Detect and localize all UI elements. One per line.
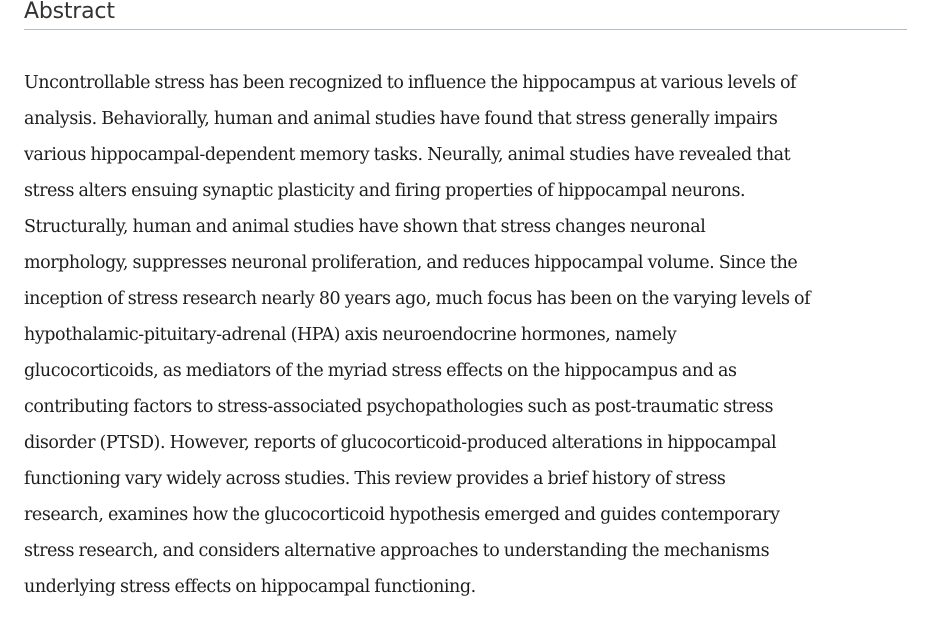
- abstract-line: disorder (PTSD). However, reports of glucocorticoid-produced alterations in hippocampal: [24, 433, 777, 453]
- abstract-line: stress research, and considers alternative approaches to understanding the mechanisms: [24, 541, 770, 561]
- abstract-line: underlying stress effects on hippocampal functioning.: [24, 577, 476, 597]
- abstract-line: analysis. Behaviorally, human and animal studies have found that stress generally impairs: [24, 109, 778, 129]
- abstract-section: [24, 0, 907, 597]
- abstract-line: morphology, suppresses neuronal proliferation, and reduces hippocampal volume. Since the: [24, 253, 798, 273]
- abstract-line: research, examines how the glucocorticoid hypothesis emerged and guides contemporary: [24, 505, 780, 525]
- abstract-heading: Abstract: [24, 0, 907, 30]
- abstract-line: various hippocampal-dependent memory tasks. Neurally, animal studies have revealed that: [24, 145, 791, 165]
- abstract-line: Uncontrollable stress has been recognized to influence the hippocampus at various levels of: [24, 73, 797, 93]
- abstract-line: stress alters ensuing synaptic plasticity and firing properties of hippocampal neurons.: [24, 181, 746, 201]
- abstract-line: Structurally, human and animal studies have shown that stress changes neuronal: [24, 217, 706, 237]
- abstract-line: inception of stress research nearly 80 years ago, much focus has been on the varying levels of: [24, 289, 811, 309]
- abstract-line: glucocorticoids, as mediators of the myriad stress effects on the hippocampus and as: [24, 361, 737, 381]
- abstract-text: [24, 65, 919, 605]
- abstract-line: functioning vary widely across studies. This review provides a brief history of stress: [24, 469, 726, 489]
- abstract-line: hypothalamic-pituitary-adrenal (HPA) axis neuroendocrine hormones, namely: [24, 325, 677, 345]
- abstract-line: contributing factors to stress-associated psychopathologies such as post-traumatic stress: [24, 397, 774, 417]
